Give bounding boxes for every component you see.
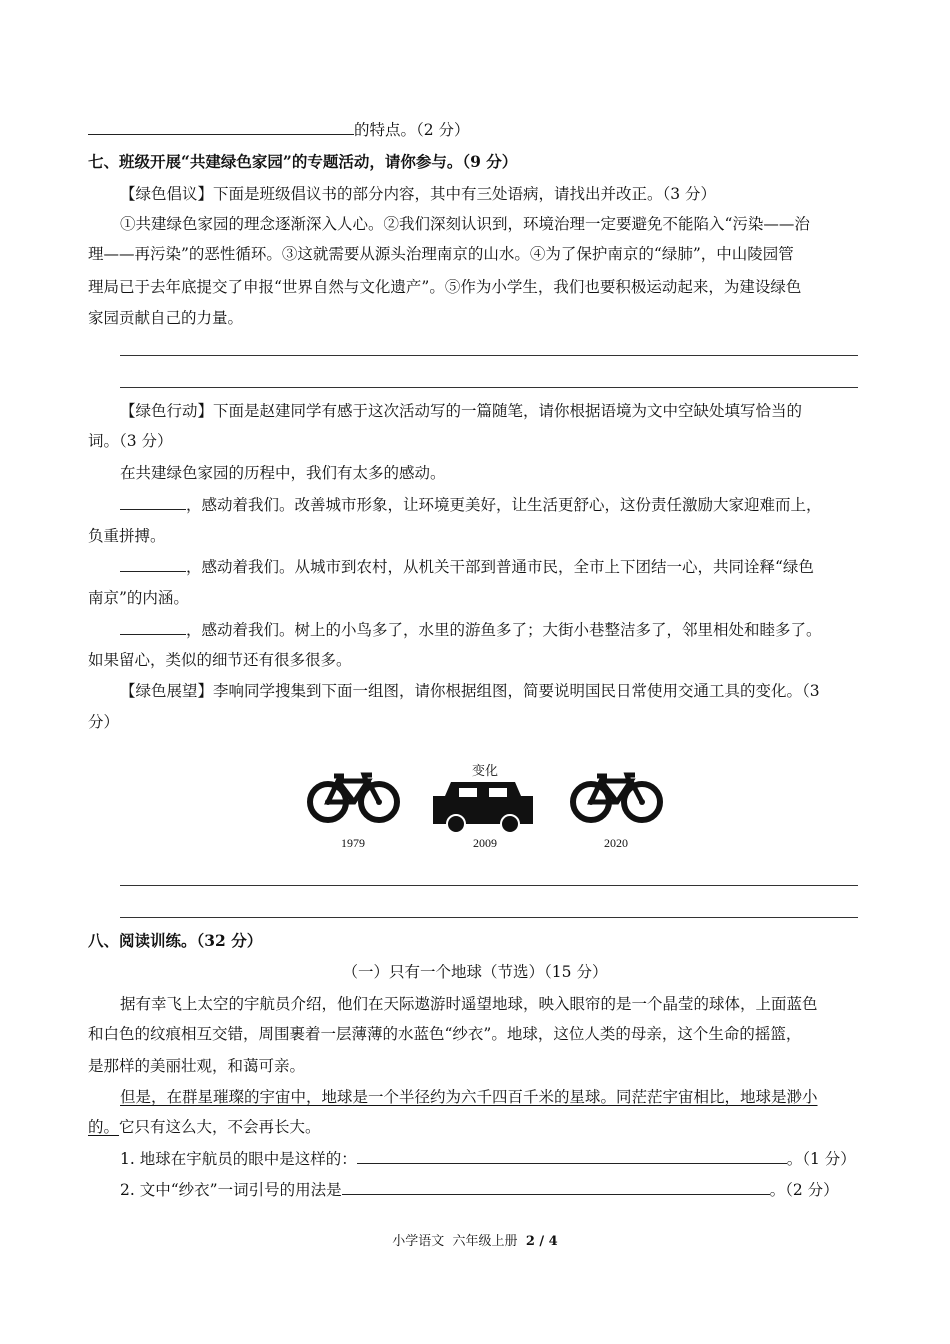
year-label: 1979 — [341, 836, 365, 850]
q7-green-action-intro: 【绿色行动】下面是赵建同学有感于这次活动写的一篇随笔，请你根据语境为文中空缺处填写恰当的 — [120, 402, 803, 420]
q7-proposal-line: ①共建绿色家园的理念逐渐深入人心。②我们深刻认识到，环境治理一定要避免不能陷入“污染——治 — [120, 215, 810, 233]
answer-blank[interactable] — [357, 1149, 787, 1164]
reading-paragraph-line: 和白色的纹痕相互交错，周围裹着一层薄薄的水蓝色“纱衣”。地球，这位人类的母亲，这个生命的摇篮， — [88, 1025, 802, 1043]
q7-essay-line: 在共建绿色家园的历程中，我们有太多的感动。 — [120, 464, 446, 482]
q7-essay-line: 南京”的内涵。 — [88, 589, 189, 607]
page-footer: 小学语文 六年级上册 2 / 4 — [392, 1234, 558, 1249]
bicycle-icon — [573, 775, 660, 820]
q7-title: 七、班级开展“共建绿色家园”的专题活动，请你参与。（9 分） — [88, 152, 518, 171]
q7-green-proposal-intro: 【绿色倡议】下面是班级倡议书的部分内容，其中有三处语病，请找出并改正。（3 分） — [120, 185, 717, 203]
figure-change-label: 变化 — [471, 764, 498, 779]
q7-proposal-line: 理——再污染”的恶性循环。③这就需要从源头治理南京的山水。④为了保护南京的“绿肺”，中山陵园管 — [88, 245, 794, 263]
q7-proposal-line: 理局已于去年底提交了申报“世界自然与文化遗产”。⑤作为小学生，我们也要积极运动起来，为建设绿色 — [88, 278, 802, 296]
page-number: 2 / 4 — [525, 1234, 558, 1249]
bicycle-icon — [310, 775, 397, 820]
q7-proposal-line: 家园贡献自己的力量。 — [88, 309, 244, 327]
question-8-2: 2. 文中“纱衣”一词引号的用法是 。（2 分） — [120, 1181, 839, 1199]
q7-green-action-intro-cont: 词。（3 分） — [88, 432, 173, 450]
question-8-1: 1. 地球在宇航员的眼中是这样的： 。（1 分） — [120, 1150, 856, 1168]
q7-green-outlook-intro: 【绿色展望】李响同学搜集到下面一组图，请你根据组图，简要说明国民日常使用交通工具的变化。（3 — [120, 682, 820, 700]
q7-essay-line: 如果留心，类似的细节还有很多很多。 — [88, 651, 352, 669]
reading-section-title: （一）只有一个地球（节选）（15 分） — [342, 963, 608, 981]
q7-essay-line: ，感动着我们。树上的小鸟多了，水里的游鱼多了；大街小巷整洁多了，邻里相处和睦多了。 — [120, 620, 822, 640]
top-tail-text: 的特点。（2 分） — [354, 121, 470, 139]
q7-essay-line: ，感动着我们。改善城市形象，让环境更美好，让生活更舒心，这份责任激励大家迎难而上， — [120, 495, 822, 515]
q7-essay-line: ，感动着我们。从城市到农村，从机关干部到普通市民，全市上下团结一心，共同诠释“绿色 — [120, 557, 814, 577]
year-label: 2009 — [473, 836, 497, 850]
underlined-sentence: 但是，在群星璀璨的宇宙中，地球是一个半径约为六千四百千米的星球。同茫茫宇宙相比，地球是渺小 — [120, 1088, 818, 1106]
answer-blank[interactable] — [342, 1180, 770, 1195]
q7-essay-line: 负重拼搏。 — [88, 527, 166, 545]
reading-paragraph-line: 据有幸飞上太空的宇航员介绍，他们在天际遨游时遥望地球，映入眼帘的是一个晶莹的球体，上面蓝色 — [120, 995, 818, 1013]
answer-line[interactable] — [120, 917, 858, 918]
q7-green-outlook-intro-cont: 分） — [88, 713, 120, 731]
car-icon — [433, 782, 533, 833]
reading-paragraph-line: 的。它只有这么大，不会再长大。 — [88, 1118, 321, 1136]
reading-paragraph-line: 是那样的美丽壮观，和蔼可亲。 — [88, 1057, 306, 1075]
q8-title: 八、阅读训练。（32 分） — [88, 931, 263, 950]
answer-line[interactable] — [120, 885, 858, 886]
year-label: 2020 — [604, 836, 628, 850]
underlined-sentence-end: 的。 — [88, 1118, 120, 1136]
